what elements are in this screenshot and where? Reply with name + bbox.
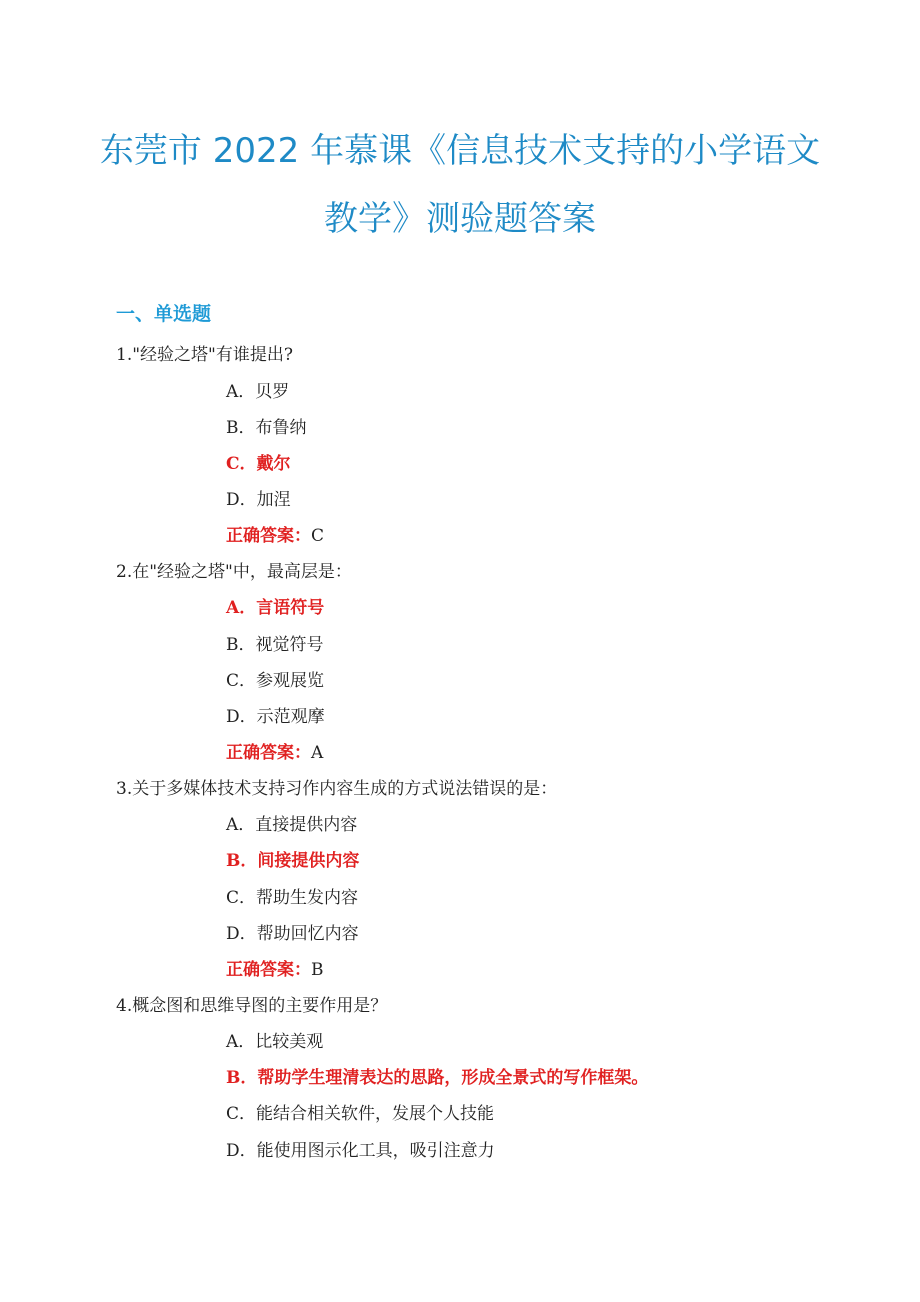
- question-4-option-b-correct: B．帮助学生理清表达的思路，形成全景式的写作框架。: [226, 1068, 649, 1088]
- question-1-option-d: D．加涅: [226, 490, 291, 510]
- question-1-option-a: A．贝罗: [226, 382, 290, 402]
- question-1-text: 1."经验之塔"有谁提出?: [116, 345, 293, 365]
- question-3-option-c: C．帮助生发内容: [226, 888, 359, 908]
- question-3-option-b-correct: B．间接提供内容: [226, 851, 360, 871]
- question-1-option-b: B．布鲁纳: [226, 418, 307, 438]
- question-1-option-c-correct: C．戴尔: [226, 454, 291, 474]
- question-3-text: 3.关于多媒体技术支持习作内容生成的方式说法错误的是：: [116, 779, 558, 799]
- question-4-option-d: D．能使用图示化工具，吸引注意力: [226, 1141, 495, 1161]
- question-3-option-a: A．直接提供内容: [226, 815, 358, 835]
- question-3-answer: [226, 958, 324, 982]
- question-2-option-d: D．示范观摩: [226, 707, 325, 727]
- question-4-option-c: C．能结合相关软件，发展个人技能: [226, 1104, 495, 1124]
- question-2-option-c: C．参观展览: [226, 671, 325, 691]
- document-title-line-2: 教学》测验题答案: [324, 199, 596, 239]
- question-2-answer: [226, 741, 323, 765]
- question-3-option-d: D．帮助回忆内容: [226, 924, 359, 944]
- question-1-answer: [226, 524, 324, 548]
- answer-value: C: [311, 526, 325, 546]
- answer-value: A: [311, 743, 324, 763]
- section-heading: 一、单选题: [116, 303, 212, 325]
- question-4-text: 4.概念图和思维导图的主要作用是？: [116, 996, 388, 1016]
- answer-label: 正确答案：: [226, 960, 311, 980]
- question-2-option-b: B．视觉符号: [226, 635, 324, 655]
- question-4-option-a: A．比较美观: [226, 1032, 324, 1052]
- answer-value: B: [311, 960, 324, 980]
- answer-label: 正确答案：: [226, 743, 311, 763]
- document-title-line-1: 东莞市 2022 年慕课《信息技术支持的小学语文: [99, 131, 821, 171]
- question-2-option-a-correct: A．言语符号: [226, 598, 325, 618]
- answer-label: 正确答案：: [226, 526, 311, 546]
- question-2-text: 2.在"经验之塔"中，最高层是：: [116, 562, 352, 582]
